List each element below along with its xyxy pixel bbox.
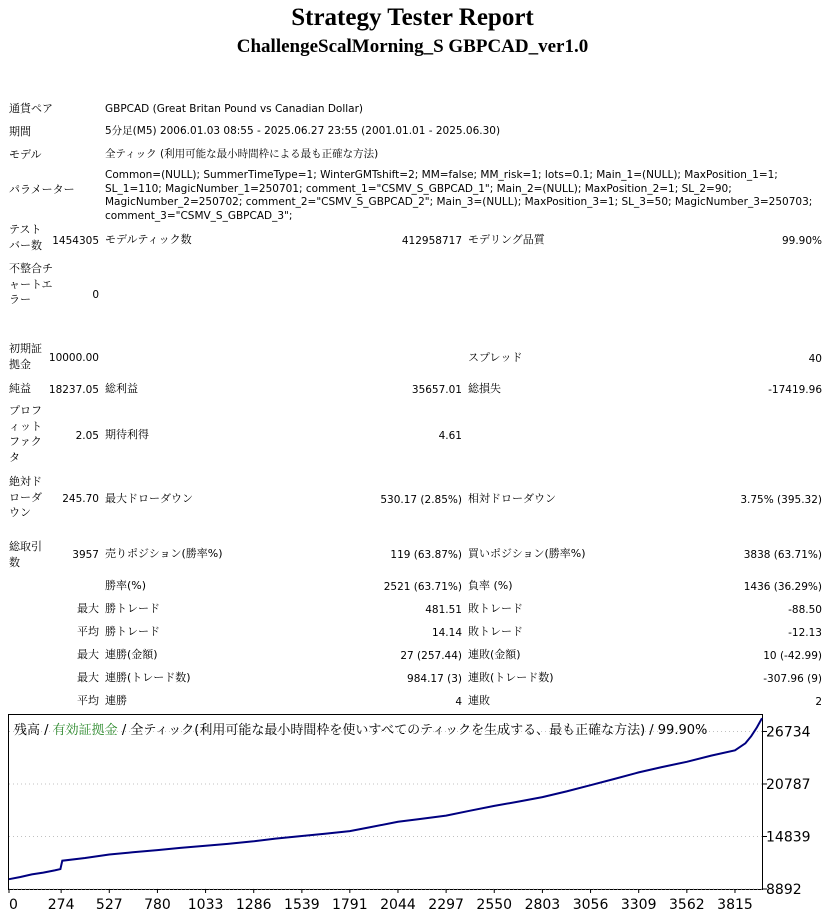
max-dd-label: 最大ドローダウン [105, 492, 193, 505]
long-label: 買いポジション(勝率%) [468, 547, 586, 560]
quality-value: 99.90% [781, 235, 822, 247]
x-tick-label: 3056 [572, 897, 609, 913]
pair-value: GBPCAD (Great Britan Pound vs Canadian Dollar) [105, 103, 364, 115]
total-trades-value: 3957 [72, 549, 99, 561]
quality-label: モデリング品質 [468, 233, 545, 246]
row5-value-b: 2 [815, 696, 822, 708]
x-tick-label: 1286 [235, 897, 272, 913]
y-tick-label: 20787 [766, 776, 811, 793]
report-title: Strategy Tester Report [291, 4, 534, 31]
spread-value: 40 [808, 353, 822, 365]
expected-value: 4.61 [438, 430, 462, 442]
balance-chart [8, 714, 817, 913]
params-label: パラメーター [9, 183, 75, 196]
abs-dd-value: 245.70 [62, 493, 99, 505]
row4-prefix: 最大 [77, 671, 99, 684]
loss-rate-label: 負率 (%) [468, 579, 513, 592]
row1-label-a: 勝トレード [105, 602, 160, 615]
x-tick-label: 2044 [380, 897, 416, 913]
row3-label-a: 連勝(金額) [105, 648, 158, 661]
bars-value: 1454305 [52, 235, 99, 247]
mismatch-value: 0 [92, 289, 99, 301]
max-dd-value: 530.17 (2.85%) [380, 494, 462, 506]
model-label: モデル [9, 148, 42, 161]
spread-label: スプレッド [468, 351, 523, 364]
ticks-label: モデルティック数 [105, 233, 192, 246]
chart-plot-frame [9, 715, 763, 890]
row2-label-a: 勝トレード [105, 625, 160, 638]
win-rate-label: 勝率(%) [105, 579, 147, 592]
x-tick-label: 2803 [524, 897, 561, 913]
gross-loss-value: -17419.96 [768, 384, 822, 396]
row4-value-a: 984.17 (3) [407, 673, 462, 685]
ticks-value: 412958717 [401, 235, 462, 247]
win-rate-value: 2521 (63.71%) [383, 581, 462, 593]
profit-factor-label: プロフィットファクタ [9, 404, 42, 464]
gross-profit-value: 35657.01 [411, 384, 462, 396]
period-label: 期間 [9, 125, 31, 138]
params-value: Common=(NULL); SummerTimeType=1; WinterGMTshift=2; MM=false; MM_risk=1; lots=0.1; Main_1=(NULL); MaxPosition_1=1; SL_1=110; MagicNumber_1=250701; comment_1="CSMV_S_GBPCAD_1"; Main_2=(NULL); MaxPosition_2=1; SL_2=90; MagicNumber_2=250702; comment_2="CSMV_S_GBPCAD_2"; Main_3=(NULL); MaxPosition_3=1; SL_3=50; MagicNumber_3=250703; comment_3="CSMV_S_GBPCAD_3"; [105, 169, 813, 222]
short-value: 119 (63.87%) [390, 549, 462, 561]
row2-value-b: -12.13 [788, 627, 822, 639]
row1-label-b: 敗トレード [468, 602, 523, 615]
row1-value-b: -88.50 [788, 604, 822, 616]
row2-value-a: 14.14 [431, 627, 462, 639]
x-tick-label: 3562 [669, 897, 705, 913]
period-value: 5分足(M5) 2006.01.03 08:55 - 2025.06.27 23:55 (2001.01.01 - 2025.06.30) [105, 125, 501, 137]
row2-label-b: 敗トレード [468, 625, 523, 638]
row3-value-b: 10 (-42.99) [763, 650, 822, 662]
x-tick-label: 1539 [284, 897, 320, 913]
deposit-value: 10000.00 [48, 352, 99, 364]
legend-equity: 有効証拠金 [52, 723, 118, 738]
x-tick-label: 0 [9, 897, 18, 913]
y-tick-label: 8892 [766, 882, 802, 898]
profit-factor-value: 2.05 [75, 430, 99, 442]
row1-prefix: 最大 [77, 602, 99, 615]
row5-value-a: 4 [455, 696, 462, 708]
gross-profit-label: 総利益 [105, 382, 138, 395]
deposit-label: 初期証拠金 [9, 342, 42, 371]
x-tick-label: 527 [95, 897, 123, 913]
row2-prefix: 平均 [77, 625, 99, 638]
y-tick-label: 26734 [766, 724, 811, 741]
x-tick-label: 3815 [717, 897, 753, 913]
legend-sep: / [40, 723, 53, 738]
x-tick-label: 274 [47, 897, 75, 913]
pair-label: 通貨ペア [9, 102, 53, 115]
rel-dd-value: 3.75% (395.32) [740, 494, 822, 506]
row4-label-b: 連敗(トレード数) [468, 671, 554, 684]
long-value: 3838 (63.71%) [743, 549, 822, 561]
row3-value-a: 27 (257.44) [400, 650, 462, 662]
x-tick-label: 1033 [187, 897, 224, 913]
y-tick-label: 14839 [766, 829, 811, 846]
x-tick-label: 1791 [331, 897, 368, 913]
net-value: 18237.05 [48, 384, 99, 396]
row3-prefix: 最大 [77, 648, 99, 661]
x-tick-label: 780 [144, 897, 171, 913]
loss-rate-value: 1436 (36.29%) [743, 581, 822, 593]
row5-label-b: 連敗 [468, 694, 490, 707]
x-tick-label: 3309 [620, 897, 657, 913]
abs-dd-label: 絶対ドローダウン [9, 475, 42, 519]
x-tick-label: 2550 [476, 897, 513, 913]
expected-label: 期待利得 [105, 428, 149, 441]
legend-rest: / 全ティック(利用可能な最小時間枠を使いすべてのティックを生成する、最も正確な方法) / 99.90% [117, 723, 708, 738]
row4-value-b: -307.96 (9) [763, 673, 822, 685]
row1-value-a: 481.51 [425, 604, 462, 616]
chart-legend [14, 722, 707, 738]
net-label: 純益 [9, 382, 31, 395]
legend-balance: 残高 [14, 723, 41, 738]
bars-label: テストバー数 [9, 223, 42, 252]
report-subtitle: ChallengeScalMorning_S GBPCAD_ver1.0 [236, 36, 589, 57]
row5-prefix: 平均 [77, 694, 99, 707]
row5-label-a: 連勝 [105, 694, 127, 707]
model-value: 全ティック (利用可能な最小時間枠による最も正確な方法) [105, 148, 379, 160]
row3-label-b: 連敗(金額) [468, 648, 521, 661]
gross-loss-label: 総損失 [468, 382, 501, 395]
mismatch-label: 不整合チャートエラー [9, 262, 53, 306]
row4-label-a: 連勝(トレード数) [105, 671, 191, 684]
total-trades-label: 総取引数 [9, 540, 42, 569]
x-tick-label: 2297 [428, 897, 464, 913]
rel-dd-label: 相対ドローダウン [468, 492, 556, 505]
short-label: 売りポジション(勝率%) [105, 547, 223, 560]
